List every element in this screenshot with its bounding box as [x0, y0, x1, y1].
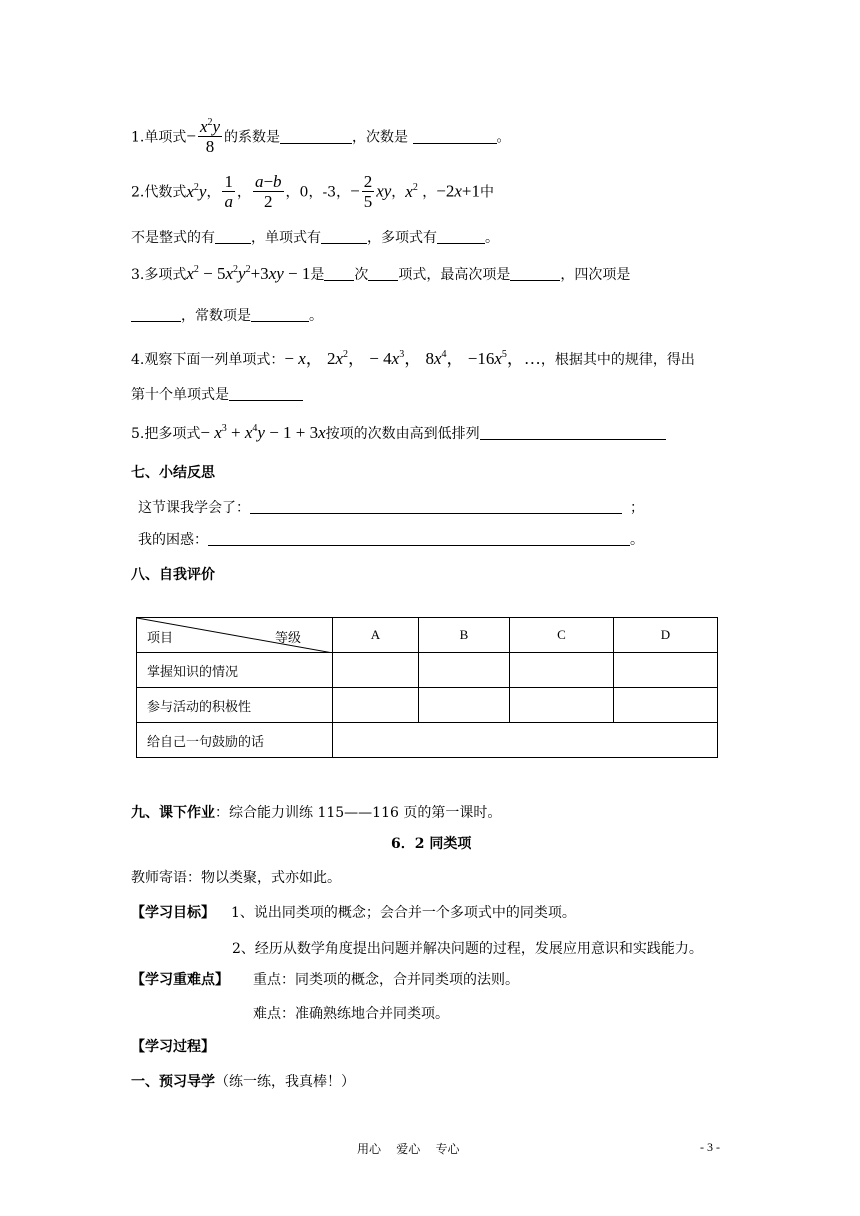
preview-section: [131, 1071, 355, 1091]
learned-label: 这节课我学会了：: [138, 500, 250, 516]
cell-participation-a[interactable]: [333, 688, 419, 723]
table-corner-cell: [137, 618, 333, 653]
section-9-text: ：综合能力训练 115——116 页的第一课时。: [215, 805, 502, 821]
table-row: [137, 723, 718, 758]
learning-goals: [131, 902, 576, 922]
learned-blank[interactable]: [250, 499, 622, 514]
q5-answer-blank[interactable]: [480, 425, 666, 440]
q4-suffix: ，根据其中的规律，得出: [540, 352, 695, 368]
q2-monomial-label: ，单项式有: [251, 230, 321, 246]
teacher-motto: 教师寄语：物以类聚，式亦如此。: [131, 870, 341, 886]
table-row: [137, 688, 718, 723]
q3-degree-label: 次: [354, 267, 369, 283]
corner-item-label: 项目: [147, 631, 174, 646]
goal-2: 2、经历从数学角度提出问题并解决问题的过程，发展应用意识和实践能力。: [232, 941, 703, 957]
q1-fraction: $\frac{x^2y}{8}$: [199, 117, 221, 156]
difficult-point: 难点：准确熟练地合并同类项。: [253, 1006, 449, 1022]
key-point: 重点：同类项的概念，合并同类项的法则。: [253, 972, 519, 988]
q2-polynomial-blank[interactable]: [437, 229, 485, 244]
q3-is: 是: [310, 267, 325, 283]
confused-end: 。: [630, 532, 644, 548]
grade-c-header: C: [510, 618, 614, 653]
section-8-title: 八、自我评价: [131, 567, 215, 583]
q3-fourth-blank[interactable]: [131, 307, 181, 322]
q1-mid: 的系数是: [224, 129, 281, 146]
question-4: 4.观察下面一列单项式：− x， $2x^2$， − $4x^3$， $8x^4$， $-16x^5$，…，根据其中的规律，得出: [131, 349, 695, 368]
section-9-title: 九、课下作业: [131, 805, 215, 821]
question-2-line-2: [131, 227, 499, 247]
q2-polynomial-label: ，多项式有: [367, 230, 437, 246]
q5-prefix: 5.把多项式: [131, 426, 201, 442]
cell-participation-b[interactable]: [419, 688, 510, 723]
q3-prefix: 3.多项式: [131, 267, 187, 283]
q5-suffix: 按项的次数由高到低排列: [325, 426, 480, 442]
grade-b-header: B: [419, 618, 510, 653]
page-number: - 3 -: [700, 1140, 720, 1154]
learned-row: [138, 497, 644, 517]
preview-title: 一、预习导学: [131, 1074, 215, 1090]
row-label-encouragement: 给自己一句鼓励的话: [137, 723, 333, 758]
q3-fourth-label: ，四次项是: [560, 267, 631, 283]
learned-end: ；: [630, 500, 644, 516]
q1-degree-label: ，次数是: [352, 129, 409, 146]
corner-grade-label: 等级: [275, 631, 302, 646]
lesson-heading: 6．2 同类项: [391, 836, 472, 852]
table-row: [137, 653, 718, 688]
confused-row: [138, 529, 644, 549]
question-5: 5.把多项式− $x^3 + x^4y - 1 + 3x$按项的次数由高到低排列: [131, 423, 666, 443]
question-4-line-2: [131, 384, 303, 404]
q4-tenth-blank[interactable]: [229, 386, 303, 401]
cell-participation-c[interactable]: [510, 688, 614, 723]
q1-degree-blank[interactable]: [413, 129, 497, 144]
cell-encouragement[interactable]: [333, 723, 718, 758]
confused-label: 我的困惑：: [138, 532, 208, 548]
section-7-title: 七、小结反思: [131, 465, 215, 481]
q3-constant-blank[interactable]: [251, 307, 309, 322]
row-label-knowledge: 掌握知识的情况: [137, 653, 333, 688]
goals-label: 【学习目标】: [131, 905, 215, 921]
cell-knowledge-c[interactable]: [510, 653, 614, 688]
q4-tenth-label: 第十个单项式是: [131, 387, 229, 403]
key-points-label: 【学习重难点】: [131, 972, 229, 988]
q4-prefix: 4.观察下面一列单项式：: [131, 352, 285, 368]
q2-not-integral-label: 不是整式的有: [131, 230, 215, 246]
goal-1: 1、说出同类项的概念；会合并一个多项式中的同类项。: [231, 905, 576, 921]
q3-degree-blank[interactable]: [324, 266, 354, 281]
self-evaluation-table: [136, 617, 718, 758]
section-9: [131, 802, 501, 822]
question-3-line-2: [131, 305, 323, 325]
q1-coefficient-blank[interactable]: [280, 129, 352, 144]
q2-monomial-blank[interactable]: [321, 229, 367, 244]
q3-highest-label: 项式，最高次项是: [398, 267, 511, 283]
row-label-participation: 参与活动的积极性: [137, 688, 333, 723]
cell-participation-d[interactable]: [614, 688, 718, 723]
confused-blank[interactable]: [208, 531, 630, 546]
question-3: 3.多项式$x^2 - 5x^2y^2+3xy - 1$是 次 项式，最高次项是 ，四次项是: [131, 264, 631, 283]
process-label: 【学习过程】: [131, 1039, 215, 1055]
q3-highest-blank[interactable]: [510, 266, 560, 281]
q3-end: 。: [309, 308, 323, 324]
question-1: 1.单项式− $\frac{x^2y}{8}$ 的系数是 ，次数是 。: [131, 117, 511, 156]
key-points: [131, 969, 519, 989]
footer-center: 用心 爱心 专心: [357, 1142, 460, 1156]
q2-prefix: 2.代数式: [131, 184, 187, 201]
cell-knowledge-d[interactable]: [614, 653, 718, 688]
q1-end: 。: [496, 129, 511, 146]
q3-terms-blank[interactable]: [368, 266, 398, 281]
cell-knowledge-b[interactable]: [419, 653, 510, 688]
q2-not-integral-blank[interactable]: [215, 229, 251, 244]
q2-end: 。: [485, 230, 499, 246]
q2-suffix: 中: [480, 184, 495, 201]
grade-d-header: D: [614, 618, 718, 653]
cell-knowledge-a[interactable]: [333, 653, 419, 688]
q3-constant-label: ，常数项是: [181, 308, 251, 324]
grade-a-header: A: [333, 618, 419, 653]
table-header-row: [137, 618, 718, 653]
question-2: 2.代数式$x^2y$， $\frac{1}{a}$ ， $\frac{a-b}{2}$ ，0，-3，− $\frac{2}{5}$ xy，$x^2$ ，−2x+1中: [131, 172, 495, 211]
preview-note: （练一练，我真棒！）: [215, 1074, 355, 1090]
q1-prefix: 1.单项式: [131, 129, 187, 146]
